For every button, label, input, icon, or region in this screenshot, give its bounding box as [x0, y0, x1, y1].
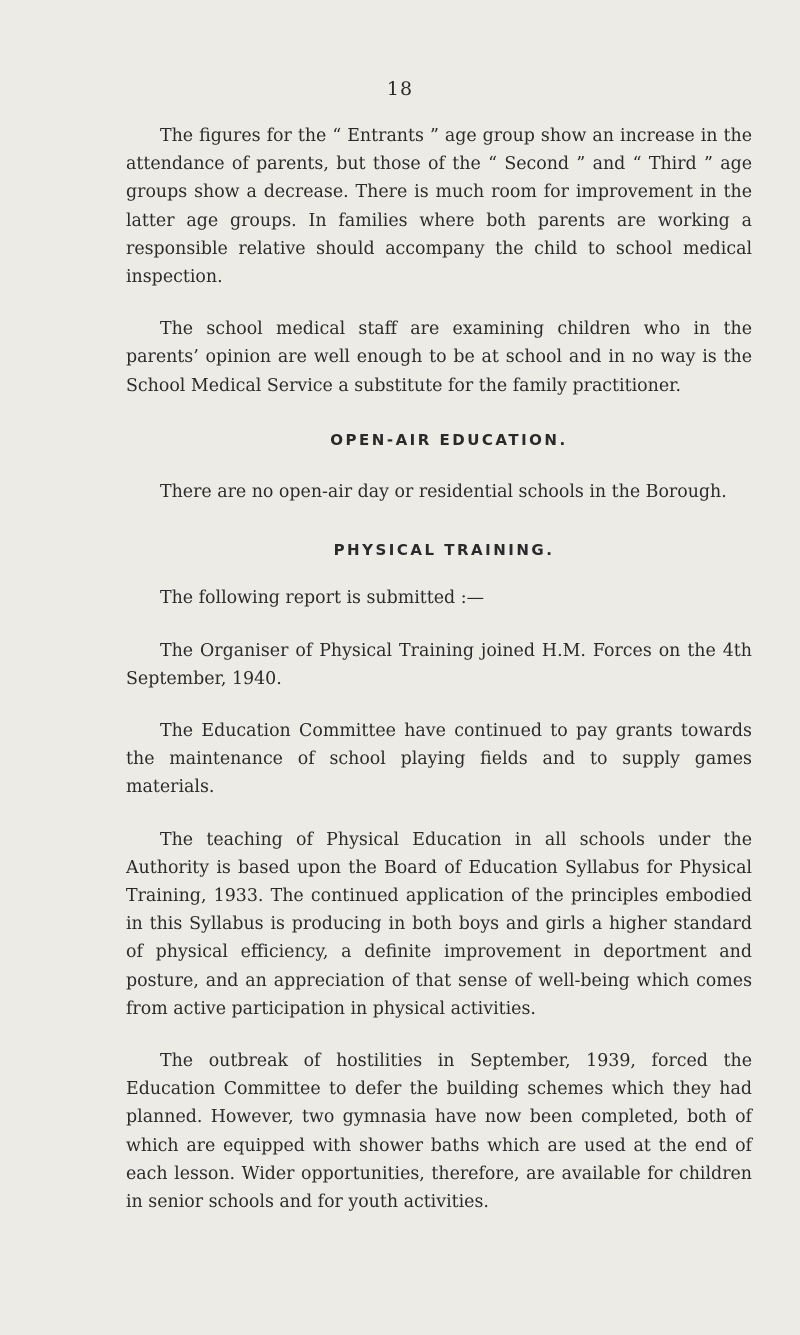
paragraph-syllabus: The teaching of Physical Education in all schools under the Authority is based upon the Board of Education Syllabus for Physical Training, 1933. The continued application of the principles embodied in this Syllabus is producing in both boys and girls a higher standard of physical efficiency, a definite improvement in deportment and posture, and an appreciation of that sense of well-being which comes from active participation in physical activities. [126, 829, 752, 1019]
page-number: 18 [386, 78, 414, 100]
paragraph-open-air: There are no open-air day or residential schools in the Borough. [160, 482, 727, 503]
page-body [126, 122, 752, 1216]
paragraph-organiser: The Organiser of Physical Training joined H.M. Forces on the 4th September, 1940. [126, 640, 752, 689]
paragraph-hostilities: The outbreak of hostilities in September, 1939, forced the Education Committee to defer the building schemes which they had planned. However, two gymnasia have now been completed, both of which are equipped with shower baths which are used at the end of each lesson. Wider opportunities, therefore, are available for children in senior schools and for youth activities. [126, 1051, 752, 1213]
paragraph-medical-staff: The school medical staff are examining children who in the parents’ opinion are well enough to be at school and in no way is the School Medical Service a substitute for the family practitioner. [126, 319, 752, 396]
paragraph-report-intro: The following report is submitted :— [160, 588, 484, 609]
heading-physical-training: PHYSICAL TRAINING. [333, 541, 555, 560]
paragraph-attendance: The figures for the “ Entrants ” age group show an increase in the attendance of parents, but those of the “ Second ” and “ Third ” age groups show a decrease. There is much room for improvement in the latter age groups. In families where both parents are working a responsible relative should accompany the child to school medical inspection. [126, 126, 752, 288]
heading-open-air-education: OPEN-AIR EDUCATION. [330, 430, 568, 449]
paragraph-grants: The Education Committee have continued to pay grants towards the maintenance of school playing fields and to supply games materials. [126, 721, 752, 798]
